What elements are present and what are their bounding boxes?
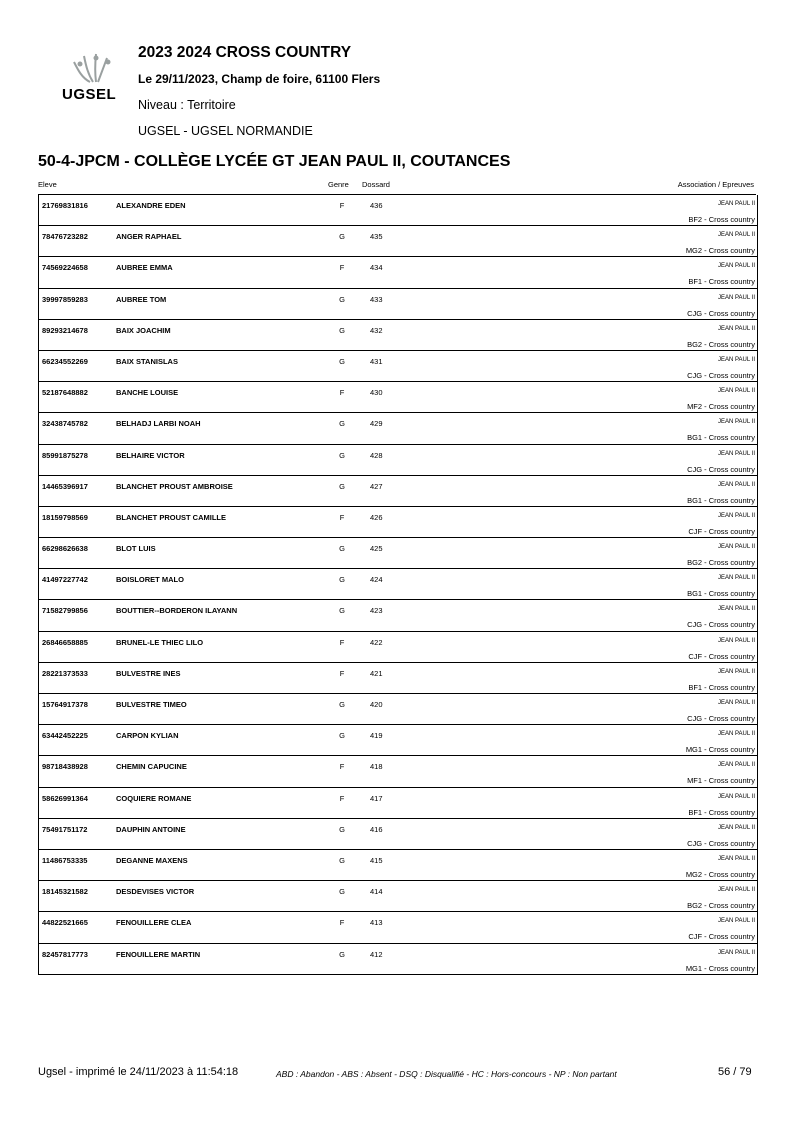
association: JEAN PAUL II bbox=[717, 481, 755, 488]
race-event: CJG - Cross country bbox=[687, 620, 755, 630]
association: JEAN PAUL II bbox=[717, 637, 755, 644]
table-row bbox=[39, 507, 757, 538]
bib-number: 421 bbox=[370, 668, 383, 678]
event-level: Niveau : Territoire bbox=[138, 98, 236, 112]
table-row bbox=[39, 445, 757, 476]
bib-number: 416 bbox=[370, 824, 383, 834]
association: JEAN PAUL II bbox=[717, 793, 755, 800]
student-name: BLANCHET PROUST AMBROISE bbox=[116, 481, 233, 491]
student-genre: G bbox=[339, 855, 345, 865]
association: JEAN PAUL II bbox=[717, 544, 755, 551]
association: JEAN PAUL II bbox=[717, 325, 755, 332]
table-row bbox=[39, 351, 757, 382]
student-genre: G bbox=[339, 824, 345, 834]
bib-number: 420 bbox=[370, 700, 383, 709]
table-row bbox=[39, 289, 757, 320]
association: JEAN PAUL II bbox=[717, 512, 755, 519]
results-table bbox=[38, 195, 758, 975]
table-row bbox=[39, 663, 757, 694]
student-name: BOISLORET MALO bbox=[116, 575, 184, 585]
association: JEAN PAUL II bbox=[717, 263, 755, 270]
student-name: BLANCHET PROUST CAMILLE bbox=[116, 512, 226, 522]
race-event: BG1 - Cross country bbox=[687, 495, 755, 505]
table-row bbox=[39, 725, 757, 756]
student-id: 52187648882 bbox=[42, 388, 88, 398]
student-genre: G bbox=[339, 544, 345, 554]
association: JEAN PAUL II bbox=[717, 949, 755, 956]
student-genre: F bbox=[339, 637, 345, 647]
association: JEAN PAUL II bbox=[717, 887, 755, 894]
bib-number: 413 bbox=[370, 918, 383, 928]
header-genre: Genre bbox=[328, 180, 349, 189]
student-genre: G bbox=[339, 481, 345, 491]
race-event: MG2 - Cross country bbox=[685, 246, 755, 256]
race-event: BG1 - Cross country bbox=[687, 589, 755, 599]
association: JEAN PAUL II bbox=[717, 668, 755, 675]
header-eleve: Eleve bbox=[38, 180, 57, 189]
student-genre: G bbox=[339, 575, 345, 585]
bib-number: 426 bbox=[370, 512, 383, 522]
table-row bbox=[39, 788, 757, 819]
student-id: 11486753335 bbox=[42, 855, 88, 865]
student-id: 26846658885 bbox=[42, 637, 88, 647]
student-name: AUBREE EMMA bbox=[116, 263, 173, 273]
student-genre: G bbox=[339, 325, 345, 335]
student-genre: G bbox=[339, 887, 345, 897]
student-name: FENOUILLERE CLEA bbox=[116, 918, 192, 928]
student-genre: G bbox=[339, 700, 345, 709]
association: JEAN PAUL II bbox=[717, 700, 755, 706]
race-event: BG2 - Cross country bbox=[687, 558, 755, 568]
table-row bbox=[39, 257, 757, 288]
bib-number: 422 bbox=[370, 637, 383, 647]
race-event: BF1 - Cross country bbox=[688, 277, 755, 287]
race-event: BG2 - Cross country bbox=[687, 339, 755, 349]
race-event: CJG - Cross country bbox=[687, 464, 755, 474]
header-dossard: Dossard bbox=[362, 180, 390, 189]
student-genre: F bbox=[339, 793, 345, 803]
student-id: 58626991364 bbox=[42, 793, 88, 803]
table-row bbox=[39, 632, 757, 663]
student-name: DAUPHIN ANTOINE bbox=[116, 824, 186, 834]
table-row bbox=[39, 413, 757, 444]
student-genre: G bbox=[339, 731, 345, 741]
bib-number: 435 bbox=[370, 232, 383, 242]
table-row bbox=[39, 756, 757, 787]
student-id: 71582799856 bbox=[42, 606, 88, 616]
race-event: CJG - Cross country bbox=[687, 370, 755, 380]
student-id: 15764917378 bbox=[42, 700, 88, 709]
bib-number: 433 bbox=[370, 294, 383, 304]
race-event: CJG - Cross country bbox=[687, 308, 755, 318]
bib-number: 424 bbox=[370, 575, 383, 585]
race-event: CJF - Cross country bbox=[688, 651, 755, 661]
student-name: DESDEVISES VICTOR bbox=[116, 887, 195, 897]
race-event: CJG - Cross country bbox=[687, 714, 755, 723]
event-organization: UGSEL - UGSEL NORMANDIE bbox=[138, 124, 313, 138]
race-event: MF1 - Cross country bbox=[687, 776, 755, 786]
student-id: 32438745782 bbox=[42, 419, 88, 429]
student-genre: G bbox=[339, 606, 345, 616]
student-name: BELHADJ LARBI NOAH bbox=[116, 419, 201, 429]
header-association: Association / Epreuves bbox=[677, 180, 754, 189]
student-genre: F bbox=[339, 388, 345, 398]
association: JEAN PAUL II bbox=[717, 824, 755, 831]
race-event: BG2 - Cross country bbox=[687, 901, 755, 911]
student-name: BULVESTRE INES bbox=[116, 668, 181, 678]
student-genre: G bbox=[339, 450, 345, 460]
table-row bbox=[39, 538, 757, 569]
association: JEAN PAUL II bbox=[717, 575, 755, 582]
bib-number: 417 bbox=[370, 793, 383, 803]
student-genre: G bbox=[339, 949, 345, 959]
student-name: BULVESTRE TIMEO bbox=[116, 700, 187, 709]
table-row bbox=[39, 819, 757, 850]
student-genre: G bbox=[339, 294, 345, 304]
table-row bbox=[39, 320, 757, 351]
table-row bbox=[39, 569, 757, 600]
race-event: MG1 - Cross country bbox=[685, 745, 755, 755]
student-name: CHEMIN CAPUCINE bbox=[116, 762, 187, 772]
association: JEAN PAUL II bbox=[717, 419, 755, 426]
bib-number: 432 bbox=[370, 325, 383, 335]
table-row bbox=[39, 476, 757, 507]
student-name: CARPON KYLIAN bbox=[116, 731, 179, 741]
student-name: BOUTTIER--BORDERON ILAYANN bbox=[116, 606, 238, 616]
student-genre: G bbox=[339, 419, 345, 429]
student-genre: F bbox=[339, 201, 345, 210]
association: JEAN PAUL II bbox=[717, 450, 755, 457]
table-row bbox=[39, 195, 757, 226]
bib-number: 419 bbox=[370, 731, 383, 741]
association: JEAN PAUL II bbox=[717, 294, 755, 301]
table-row bbox=[39, 944, 757, 974]
association: JEAN PAUL II bbox=[717, 762, 755, 769]
student-name: COQUIERE ROMANE bbox=[116, 793, 192, 803]
student-genre: F bbox=[339, 263, 345, 273]
logo-text: UGSEL bbox=[62, 86, 117, 103]
bib-number: 423 bbox=[370, 606, 383, 616]
association: JEAN PAUL II bbox=[717, 918, 755, 925]
race-event: BF2 - Cross country bbox=[688, 215, 755, 224]
association: JEAN PAUL II bbox=[717, 232, 755, 239]
student-name: DEGANNE MAXENS bbox=[116, 855, 188, 865]
race-event: MF2 - Cross country bbox=[687, 402, 755, 412]
student-name: BANCHE LOUISE bbox=[116, 388, 179, 398]
student-id: 78476723282 bbox=[42, 232, 88, 242]
association: JEAN PAUL II bbox=[717, 388, 755, 395]
student-name: BLOT LUIS bbox=[116, 544, 156, 554]
bib-number: 415 bbox=[370, 855, 383, 865]
student-id: 21769831816 bbox=[42, 201, 88, 210]
table-row bbox=[39, 881, 757, 912]
table-row bbox=[39, 226, 757, 257]
student-genre: F bbox=[339, 918, 345, 928]
event-title: 2023 2024 CROSS COUNTRY bbox=[138, 44, 352, 61]
student-id: 89293214678 bbox=[42, 325, 88, 335]
student-id: 74569224658 bbox=[42, 263, 88, 273]
student-id: 18145321582 bbox=[42, 887, 88, 897]
student-id: 41497227742 bbox=[42, 575, 88, 585]
student-id: 18159798569 bbox=[42, 512, 88, 522]
student-id: 66234552269 bbox=[42, 356, 88, 366]
race-event: CJG - Cross country bbox=[687, 838, 755, 848]
bib-number: 412 bbox=[370, 949, 383, 959]
student-name: AUBREE TOM bbox=[116, 294, 167, 304]
student-genre: F bbox=[339, 762, 345, 772]
race-event: MG2 - Cross country bbox=[685, 869, 755, 879]
student-id: 14465396917 bbox=[42, 481, 88, 491]
bib-number: 430 bbox=[370, 388, 383, 398]
association: JEAN PAUL II bbox=[717, 855, 755, 862]
student-genre: F bbox=[339, 668, 345, 678]
race-event: MG1 - Cross country bbox=[685, 963, 755, 973]
table-header bbox=[38, 180, 756, 194]
table-row bbox=[39, 694, 757, 725]
student-id: 82457817773 bbox=[42, 949, 88, 959]
association: JEAN PAUL II bbox=[717, 606, 755, 613]
print-timestamp: Ugsel - imprimé le 24/11/2023 à 11:54:18 bbox=[38, 1066, 239, 1078]
bib-number: 428 bbox=[370, 450, 383, 460]
student-id: 98718438928 bbox=[42, 762, 88, 772]
bib-number: 418 bbox=[370, 762, 383, 772]
student-genre: F bbox=[339, 512, 345, 522]
student-id: 75491751172 bbox=[42, 824, 88, 834]
association: JEAN PAUL II bbox=[717, 356, 755, 363]
race-event: CJF - Cross country bbox=[688, 526, 755, 536]
page-number: 56 / 79 bbox=[718, 1066, 752, 1078]
race-event: CJF - Cross country bbox=[688, 932, 755, 942]
bib-number: 429 bbox=[370, 419, 383, 429]
student-id: 39997859283 bbox=[42, 294, 88, 304]
table-row bbox=[39, 912, 757, 943]
student-id: 63442452225 bbox=[42, 731, 88, 741]
student-name: ANGER RAPHAEL bbox=[116, 232, 182, 242]
student-name: BAIX STANISLAS bbox=[116, 356, 178, 366]
bib-number: 414 bbox=[370, 887, 383, 897]
table-row bbox=[39, 382, 757, 413]
bib-number: 436 bbox=[370, 201, 383, 210]
student-name: BAIX JOACHIM bbox=[116, 325, 171, 335]
bib-number: 434 bbox=[370, 263, 383, 273]
student-genre: G bbox=[339, 232, 345, 242]
school-title: 50-4-JPCM - COLLÈGE LYCÉE GT JEAN PAUL II, COUTANCES bbox=[38, 153, 511, 170]
student-name: ALEXANDRE EDEN bbox=[116, 201, 186, 210]
student-name: FENOUILLERE MARTIN bbox=[116, 949, 201, 959]
association: JEAN PAUL II bbox=[717, 201, 755, 207]
table-row bbox=[39, 850, 757, 881]
race-event: BG1 - Cross country bbox=[687, 433, 755, 443]
student-id: 85991875278 bbox=[42, 450, 88, 460]
bib-number: 425 bbox=[370, 544, 383, 554]
status-legend: ABD : Abandon - ABS : Absent - DSQ : Disqualifié - HC : Hors-concours - NP : Non partant bbox=[276, 1069, 617, 1079]
bib-number: 431 bbox=[370, 356, 383, 366]
student-name: BRUNEL-LE THIEC LILO bbox=[116, 637, 204, 647]
event-date-place: Le 29/11/2023, Champ de foire, 61100 Flers bbox=[138, 72, 381, 86]
student-id: 28221373533 bbox=[42, 668, 88, 678]
race-event: BF1 - Cross country bbox=[688, 807, 755, 817]
association: JEAN PAUL II bbox=[717, 731, 755, 738]
student-id: 66298626638 bbox=[42, 544, 88, 554]
race-event: BF1 - Cross country bbox=[688, 682, 755, 692]
student-name: BELHAIRE VICTOR bbox=[116, 450, 185, 460]
bib-number: 427 bbox=[370, 481, 383, 491]
table-row bbox=[39, 600, 757, 631]
student-genre: G bbox=[339, 356, 345, 366]
student-id: 44822521665 bbox=[42, 918, 88, 928]
